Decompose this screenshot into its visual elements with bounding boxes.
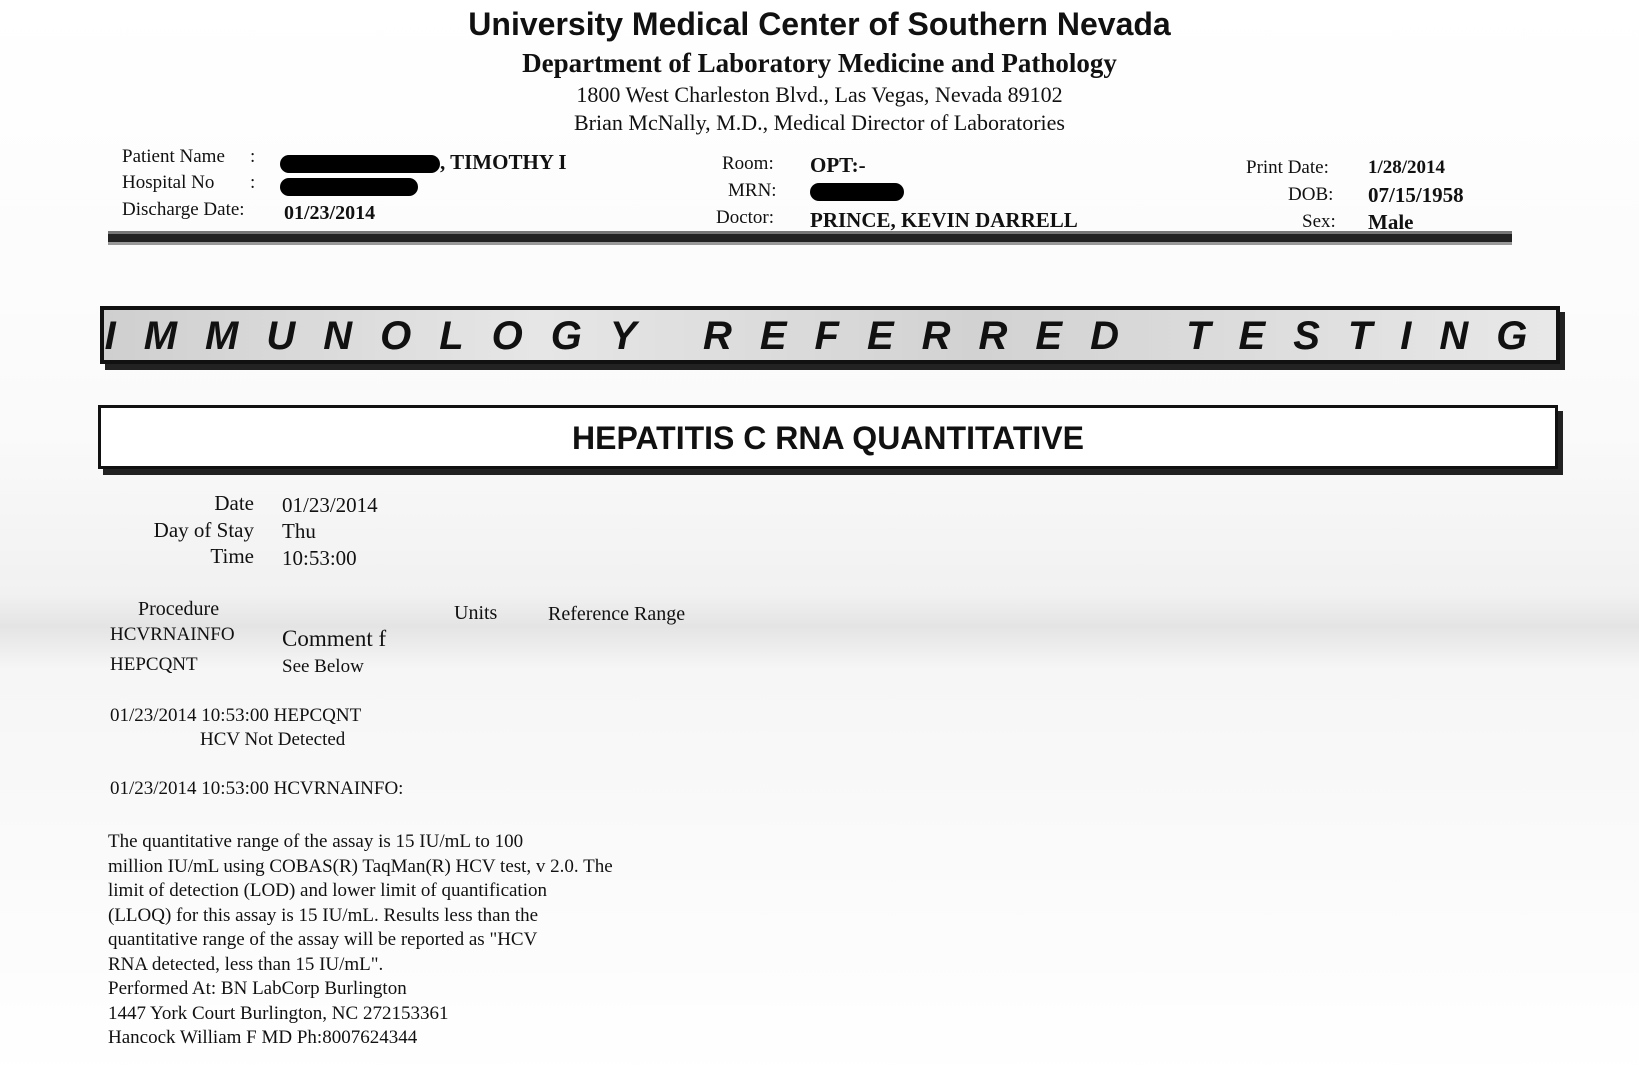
comment-line: quantitative range of the assay will be reported as "HCV (108, 929, 538, 950)
patient-name-label: Patient Name (122, 146, 225, 167)
reference-range-header: Reference Range (548, 603, 686, 625)
comment-line: million IU/mL using COBAS(R) TaqMan(R) HCV test, v 2.0. The (108, 855, 613, 877)
section-banner-text: IMMUNOLOGY REFERRED TESTING (104, 314, 1556, 358)
print-date-value: 1/28/2014 (1368, 157, 1446, 178)
table-row-value: Comment f (282, 626, 387, 651)
room-label: Room: (722, 153, 774, 174)
hospital-no-value (280, 178, 418, 196)
table-row-procedure: HEPCQNT (110, 654, 198, 675)
collection-time-value: 10:53:00 (282, 546, 357, 570)
discharge-date-value: 01/23/2014 (284, 202, 376, 224)
comment-line: 1447 York Court Burlington, NC 272153361 (108, 1002, 449, 1024)
sex-value: Male (1368, 210, 1414, 234)
medical-director: Brian McNally, M.D., Medical Director of Laboratories (574, 110, 1065, 135)
hospital-no-colon: : (250, 172, 256, 193)
table-row-procedure: HCVRNAINFO (110, 624, 235, 645)
patient-name-colon: : (250, 146, 256, 167)
test-title-box (98, 405, 1558, 469)
comment-line: RNA detected, less than 15 IU/mL". (108, 953, 384, 975)
mrn-value (810, 183, 904, 201)
room-value: OPT:- (810, 153, 866, 177)
comment-line: The quantitative range of the assay is 15 IU/mL to 100 (108, 831, 524, 852)
collection-time-label: Time (210, 544, 254, 568)
redacted-surname (280, 155, 440, 173)
doctor-value: PRINCE, KEVIN DARRELL (810, 208, 1078, 232)
hospital-no-label: Hospital No (122, 172, 215, 193)
hepcqnt-heading: 01/23/2014 10:53:00 HEPCQNT (110, 705, 362, 726)
hepcqnt-result: HCV Not Detected (200, 729, 346, 750)
header-divider (108, 234, 1512, 242)
comment-line: Performed At: BN LabCorp Burlington (108, 978, 407, 999)
sex-label: Sex: (1302, 211, 1336, 232)
collection-date-value: 01/23/2014 (282, 493, 378, 517)
patient-given-name: , TIMOTHY I (440, 150, 567, 174)
day-of-stay-label: Day of Stay (153, 518, 254, 542)
comment-line: Hancock William F MD Ph:8007624344 (108, 1027, 418, 1048)
discharge-date-label: Discharge Date: (122, 199, 245, 220)
dob-label: DOB: (1288, 184, 1334, 205)
dob-value: 07/15/1958 (1368, 183, 1464, 207)
department-title: Department of Laboratory Medicine and Pathology (522, 48, 1117, 78)
procedure-header: Procedure (138, 598, 220, 620)
institution-title: University Medical Center of Southern Nevada (468, 6, 1171, 42)
print-date-label: Print Date: (1246, 157, 1329, 178)
collection-date-label: Date (214, 491, 254, 515)
institution-address: 1800 West Charleston Blvd., Las Vegas, Nevada 89102 (576, 82, 1063, 107)
assay-comment (108, 830, 708, 1051)
mrn-label: MRN: (728, 180, 777, 201)
units-header: Units (454, 602, 498, 624)
hcvrnainfo-heading: 01/23/2014 10:53:00 HCVRNAINFO: (110, 778, 404, 799)
doctor-label: Doctor: (716, 207, 775, 228)
redacted-hospital-no (280, 178, 418, 196)
table-row-value: See Below (282, 656, 364, 677)
patient-name-value (280, 150, 567, 175)
section-banner (100, 306, 1560, 364)
redacted-mrn (810, 183, 904, 201)
test-title: HEPATITIS C RNA QUANTITATIVE (572, 420, 1084, 456)
comment-line: (LLOQ) for this assay is 15 IU/mL. Results less than the (108, 904, 539, 926)
day-of-stay-value: Thu (282, 519, 316, 543)
comment-line: limit of detection (LOD) and lower limit of quantification (108, 880, 547, 901)
